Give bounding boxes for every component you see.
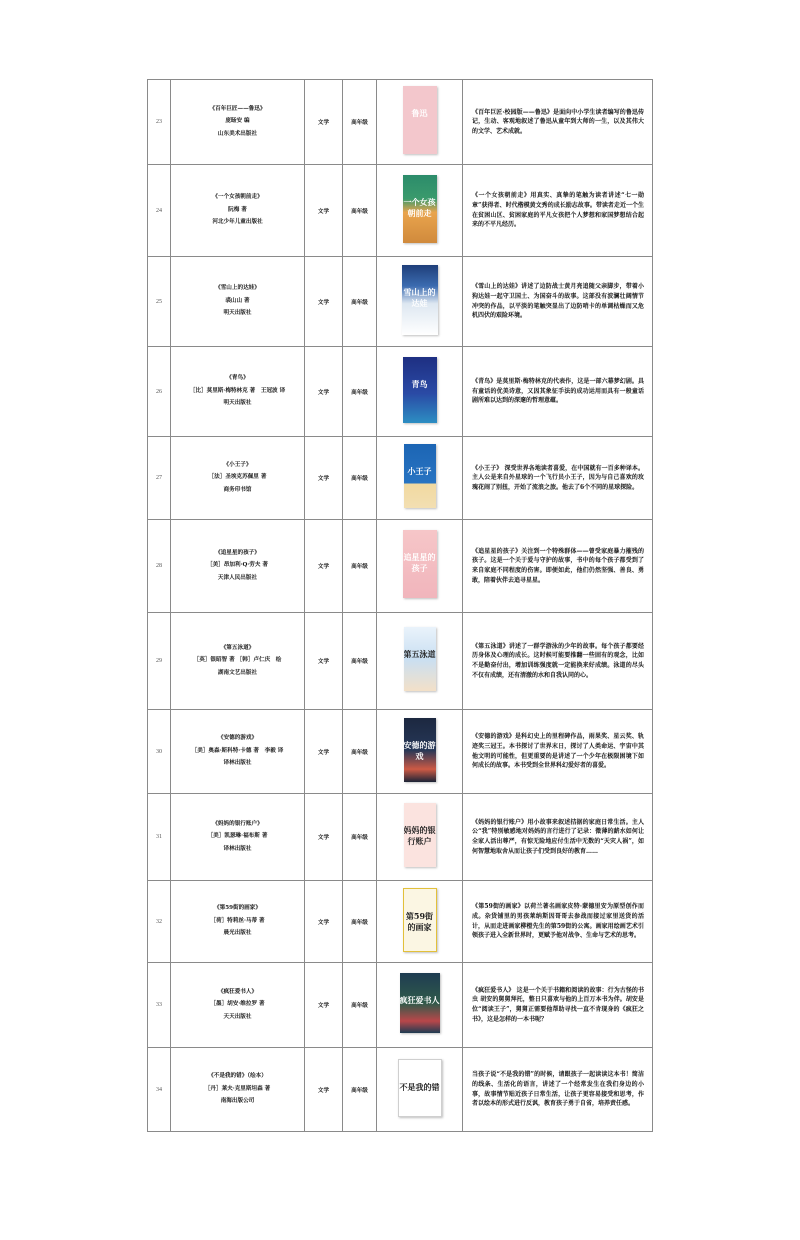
- table-row: [148, 165, 653, 257]
- book-publisher: 译林出版社: [223, 845, 252, 852]
- row-number: 26: [148, 347, 171, 437]
- book-title: 《百年巨匠——鲁迅》: [209, 105, 266, 112]
- table-row: [148, 1048, 653, 1132]
- row-number: 30: [148, 710, 171, 794]
- row-number: 23: [148, 80, 171, 165]
- book-category: 文学: [305, 1048, 343, 1132]
- book-grade: 高年级: [343, 165, 377, 257]
- book-description: 当孩子说“不是我的错”的时候，请跟孩子一起读读这本书！简洁的线条、生活化的语言，讲述了一个经常发生在我们身边的小事，故事情节贴近孩子日常生活，让孩子更容易接受和思考，作者以绘本的形式进行反讽，教育孩子勇于自省，培养责任感。: [463, 1048, 653, 1132]
- book-cover-cell: [377, 1048, 463, 1132]
- book-title: 《安德的游戏》: [217, 735, 258, 742]
- book-cover-title: 追星星的孩子: [403, 552, 436, 573]
- book-author: ［荷］特莉丝·马蒂 著: [210, 917, 265, 924]
- book-info-cell: [171, 165, 305, 257]
- book-description: 《雪山上的达娃》讲述了边防战士黄月亮追随父亲脚步，带着小狗达娃一起守卫国土、为国奋斗的故事。这部没有波澜壮阔情节冲突的作品，以平淡的笔触突显出了边防哨卡的单调枯燥而又危机四伏的艰险环境。: [463, 257, 653, 347]
- book-cover-image: [403, 86, 437, 154]
- book-cover-image: [398, 1059, 442, 1117]
- book-author: 阮梅 著: [228, 206, 247, 213]
- book-publisher: 河北少年儿童出版社: [212, 219, 263, 226]
- row-number: 25: [148, 257, 171, 347]
- book-author: ［美］昂加利·Q·劳夫 著: [206, 562, 269, 569]
- book-description: 《一个女孩朝前走》用真实、真挚的笔触为读者讲述“七一勋章”获得者、时代楷模黄文秀的成长励志故事。带读者走近一个生在贫困山区、贫困家庭的平凡女孩把个人梦想和家国梦想结合起来的不平凡经历。: [463, 165, 653, 257]
- book-cover-cell: [377, 80, 463, 165]
- book-title: 《小王子》: [223, 461, 252, 468]
- book-cover-title: 妈妈的银行账户: [403, 825, 436, 846]
- book-info-cell: [171, 613, 305, 710]
- book-cover-image: [403, 357, 437, 423]
- book-list-table: [147, 79, 653, 1132]
- table-row: [148, 794, 653, 881]
- book-category: 文学: [305, 963, 343, 1048]
- book-title: 《追星星的孩子》: [215, 549, 260, 556]
- book-cover-image: [402, 265, 438, 335]
- book-description: 《疯狂爱书人》 这是一个关于书籍和阅读的故事：行为古怪的书虫 胡安的舅舅拜托，整日只喜欢与他的上百万本书为伴。胡安是位“阅读王子”，舅舅正需要他帮助寻找一直不肯现身的《疯狂之书》，这是怎样的一本书呢？: [463, 963, 653, 1048]
- book-publisher: 晨光出版社: [223, 930, 252, 937]
- row-number: 28: [148, 520, 171, 613]
- book-publisher: 山东美术出版社: [217, 130, 258, 137]
- book-author: ［比］莫里斯·梅特林克 著 王冠波 译: [189, 387, 286, 394]
- book-cover-cell: [377, 613, 463, 710]
- book-category: 文学: [305, 794, 343, 881]
- book-cover-cell: [377, 165, 463, 257]
- book-cover-image: [404, 627, 436, 691]
- book-title: 《妈妈的银行账户》: [212, 820, 263, 827]
- book-cover-title: 小王子: [407, 466, 432, 476]
- book-cover-image: [404, 444, 436, 508]
- book-author: ［美］凯瑟琳·福布斯 著: [207, 833, 268, 840]
- table-row: [148, 437, 653, 520]
- book-cover-cell: [377, 437, 463, 520]
- book-category: 文学: [305, 437, 343, 520]
- book-cover-title: 青鸟: [411, 378, 428, 389]
- book-cover-title: 安德的游戏: [403, 739, 436, 761]
- book-description: 《妈妈的银行账户》用小故事来叙述拮据的家庭日常生活。主人公“我”特别敏感地对妈妈的言行进行了记录：微薄的薪水如何让全家人活出尊严，有惊无险地应付生活中无数的“天灾人祸”，如何智慧地取舍从而让孩子们受到良好的教育……: [463, 794, 653, 881]
- book-grade: 高年级: [343, 437, 377, 520]
- book-grade: 高年级: [343, 1048, 377, 1132]
- book-category: 文学: [305, 257, 343, 347]
- book-description: 《青鸟》是莫里斯·梅特林克的代表作，这是一部六幕梦幻剧。具有童话的优美诗意，又因其象征手法的成功运用而具有一般童话剧所难以达到的深邃的哲理意蕴。: [463, 347, 653, 437]
- book-info-cell: [171, 1048, 305, 1132]
- book-publisher: 明天出版社: [223, 310, 252, 317]
- book-info-cell: [171, 437, 305, 520]
- book-grade: 高年级: [343, 794, 377, 881]
- book-description: 《小王子》 深受世界各地读者喜爱，在中国就有一百多种译本。主人公是来自外星球的一个飞行员小王子，因为与自己喜欢的玫瑰花闹了别扭，开始了流浪之旅。他去了6个不同的星球探险。: [463, 437, 653, 520]
- table-row: [148, 710, 653, 794]
- book-description: 《第五泳道》讲述了一群学游泳的少年的故事。每个孩子都要经历身体及心理的成长。这时候可能要推翻一些固有的观念，比如不是勤奋付出，增加训练强度就一定能换来好成绩。泳道的尽头不仅有成绩，还有清澈的水和自我认同的心。: [463, 613, 653, 710]
- book-info-cell: [171, 520, 305, 613]
- book-publisher: 天津人民出版社: [217, 574, 258, 581]
- book-grade: 高年级: [343, 520, 377, 613]
- book-title: 《青鸟》: [226, 375, 249, 382]
- book-info-cell: [171, 963, 305, 1048]
- book-title: 《疯狂爱书人》: [217, 988, 258, 995]
- book-category: 文学: [305, 881, 343, 963]
- book-grade: 高年级: [343, 710, 377, 794]
- book-publisher: 湖南文艺出版社: [217, 669, 258, 676]
- book-category: 文学: [305, 613, 343, 710]
- book-info-cell: [171, 80, 305, 165]
- book-cover-cell: [377, 257, 463, 347]
- row-number: 29: [148, 613, 171, 710]
- book-grade: 高年级: [343, 80, 377, 165]
- book-description: 《追星星的孩子》关注到一个特殊群体——曾受家庭暴力摧残的孩子。这是一个关于爱与守护的故事，书中的每个孩子都受到了来自家庭不同程度的伤害。即便如此，他们仍然坚强、善良、勇敢，陪着伙伴去追寻星星。: [463, 520, 653, 613]
- book-publisher: 明天出版社: [223, 400, 252, 407]
- book-info-cell: [171, 347, 305, 437]
- book-category: 文学: [305, 80, 343, 165]
- book-info-cell: [171, 257, 305, 347]
- book-author: ［英］银昭智 著 ［韩］卢仁庆 绘: [193, 657, 282, 664]
- book-cover-title: 雪山上的达娃: [403, 286, 436, 308]
- row-number: 24: [148, 165, 171, 257]
- book-author: ［墨］胡安·维拉罗 著: [210, 1001, 265, 1008]
- table-row: [148, 613, 653, 710]
- book-grade: 高年级: [343, 963, 377, 1048]
- table-row: [148, 257, 653, 347]
- book-category: 文学: [305, 165, 343, 257]
- book-description: 《百年巨匠·校园版——鲁迅》是面向中小学生读者编写的鲁迅传记，生动、客观地叙述了鲁迅从童年到大师的一生，以及其伟大的文学、艺术成就。: [463, 80, 653, 165]
- book-cover-title: 一个女孩朝前走: [403, 196, 436, 218]
- table-row: [148, 80, 653, 165]
- book-cover-title: 疯狂爱书人: [399, 995, 440, 1005]
- book-grade: 高年级: [343, 613, 377, 710]
- book-publisher: 商务印书馆: [223, 486, 252, 493]
- row-number: 33: [148, 963, 171, 1048]
- row-number: 34: [148, 1048, 171, 1132]
- book-grade: 高年级: [343, 257, 377, 347]
- book-title: 《第五泳道》: [220, 644, 255, 651]
- book-title: 《一个女孩朝前走》: [212, 194, 263, 201]
- book-description: 《安德的游戏》是科幻史上的里程碑作品，雨果奖、星云奖、轨迹奖三冠王。本书探讨了世界末日，探讨了人类命运、宇宙中其他文明的可能性，但更重要的是讲述了一个少年在极限困境下如何成长的故事。本书受到全世界科幻爱好者的喜爱。: [463, 710, 653, 794]
- book-category: 文学: [305, 347, 343, 437]
- row-number: 32: [148, 881, 171, 963]
- book-cover-image: [403, 175, 437, 243]
- book-description: 《第59街的画家》以荷兰著名画家皮特·蒙德里安为原型创作而成。杂货铺里的男孩莱纳斯因哥哥去参战而接过家里送货的活计，从而走进画家柳橙先生的第59街的公寓。画家用绘画艺术引领孩子进入全新世界时，更赋予他对战争、生命与艺术的思考。: [463, 881, 653, 963]
- book-title: 《第59街的画家》: [214, 905, 261, 912]
- book-grade: 高年级: [343, 347, 377, 437]
- book-cover-image: [403, 530, 437, 598]
- book-info-cell: [171, 710, 305, 794]
- book-cover-cell: [377, 881, 463, 963]
- book-cover-title: 不是我的错: [399, 1081, 440, 1092]
- book-category: 文学: [305, 710, 343, 794]
- book-cover-cell: [377, 794, 463, 881]
- book-category: 文学: [305, 520, 343, 613]
- book-cover-cell: [377, 710, 463, 794]
- book-cover-image: [400, 973, 440, 1033]
- book-author: ［丹］莱夫·克里斯坦森 著: [204, 1085, 271, 1092]
- book-cover-title: 第59街的画家: [405, 910, 434, 932]
- book-cover-image: [404, 803, 436, 867]
- book-cover-cell: [377, 347, 463, 437]
- book-cover-title: 鲁迅: [411, 108, 428, 118]
- table-row: [148, 347, 653, 437]
- table-row: [148, 881, 653, 963]
- book-cover-cell: [377, 520, 463, 613]
- book-grade: 高年级: [343, 881, 377, 963]
- table-row: [148, 520, 653, 613]
- row-number: 27: [148, 437, 171, 520]
- book-publisher: 译林出版社: [223, 760, 252, 767]
- book-publisher: 南海出版公司: [220, 1098, 255, 1105]
- book-author: 裘山山 著: [225, 297, 250, 304]
- book-author: ［美］奥森·斯科特·卡德 著 李毅 译: [191, 747, 284, 754]
- book-cover-cell: [377, 963, 463, 1048]
- book-cover-image: [404, 718, 436, 782]
- book-author: ［法］圣埃克苏佩里 著: [208, 474, 267, 481]
- book-cover-image: [403, 888, 437, 952]
- book-info-cell: [171, 794, 305, 881]
- book-title: 《不是我的错》（绘本）: [208, 1073, 267, 1080]
- book-info-cell: [171, 881, 305, 963]
- book-cover-title: 第五泳道: [403, 649, 436, 659]
- book-author: 庞旸安 编: [225, 118, 250, 125]
- book-publisher: 天天出版社: [223, 1013, 252, 1020]
- row-number: 31: [148, 794, 171, 881]
- table-row: [148, 963, 653, 1048]
- book-title: 《雪山上的达娃》: [215, 285, 260, 292]
